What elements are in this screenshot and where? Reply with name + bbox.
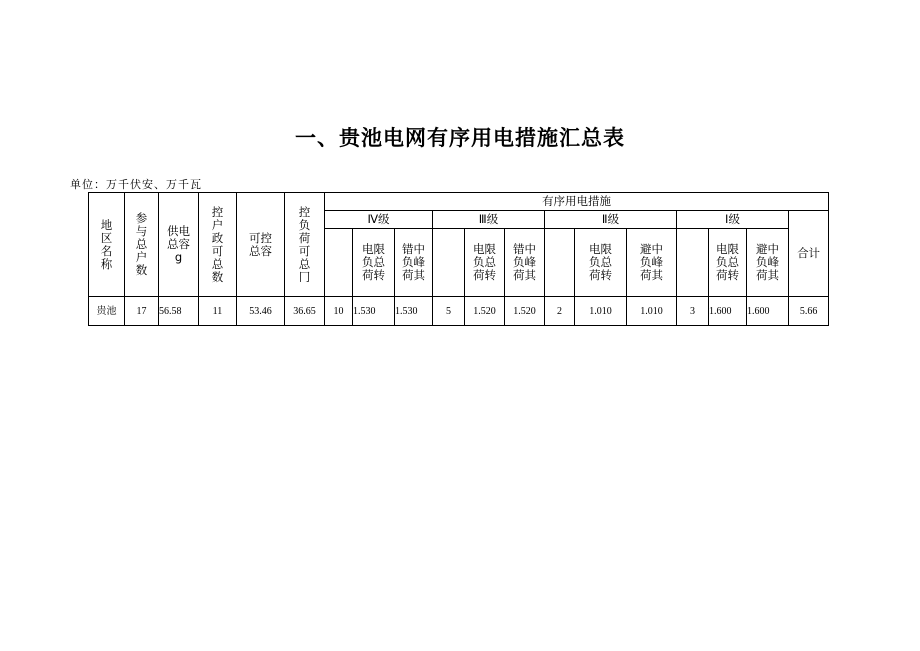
cell-controllable-households: 11 [199,297,237,326]
cell-l3-limit: 1.520 [465,297,505,326]
header-controllable-capacity: 可控总容 [237,193,285,297]
unit-label: 单位：万千伏安、万千瓦 [70,178,202,191]
cell-l4-count: 10 [325,297,353,326]
header-l3-limit: 电限负总荷转 [465,229,505,297]
header-l2-limit: 电限负总荷转 [575,229,627,297]
cell-l3-count: 5 [433,297,465,326]
cell-region: 贵池 [89,297,125,326]
header-l1-count [677,229,709,297]
cell-controllable-capacity: 53.46 [237,297,285,326]
header-l3-count [433,229,465,297]
header-l3-shift: 错中负峰荷其 [505,229,545,297]
header-households: 参与总户数 [125,193,159,297]
cell-l3-shift: 1.520 [505,297,545,326]
summary-table [88,192,829,326]
header-level2: Ⅱ级 [545,211,677,229]
header-level4: Ⅳ级 [325,211,433,229]
header-total: 合计 [789,211,829,297]
cell-l4-limit: 1.530 [353,297,395,326]
header-l1-avoid: 避中负峰荷其 [747,229,789,297]
header-l2-count [545,229,575,297]
header-l4-shift: 错中负峰荷其 [395,229,433,297]
header-region: 地区名称 [89,193,125,297]
header-measures: 有序用电措施 [325,193,829,211]
cell-l2-limit: 1.010 [575,297,627,326]
cell-l4-shift: 1.530 [395,297,433,326]
cell-households: 17 [125,297,159,326]
cell-total: 5.66 [789,297,829,326]
header-controllable-households: 控户政可总数 [199,193,237,297]
header-l1-limit: 电限负总荷转 [709,229,747,297]
cell-l1-limit: 1.600 [709,297,747,326]
header-l4-limit: 电限负总荷转 [353,229,395,297]
header-level1: Ⅰ级 [677,211,789,229]
header-supply: 供电总容g [159,193,199,297]
page-title: 一、贵池电网有序用电措施汇总表 [295,126,625,150]
cell-controllable-load: 36.65 [285,297,325,326]
cell-l2-avoid: 1.010 [627,297,677,326]
cell-supply: 56.58 [159,297,199,326]
cell-l2-count: 2 [545,297,575,326]
header-l4-count [325,229,353,297]
header-l2-avoid: 避中负峰荷其 [627,229,677,297]
table-row [89,297,829,326]
header-level3: Ⅲ级 [433,211,545,229]
header-controllable-load: 控负荷可总冂 [285,193,325,297]
cell-l1-count: 3 [677,297,709,326]
cell-l1-avoid: 1.600 [747,297,789,326]
